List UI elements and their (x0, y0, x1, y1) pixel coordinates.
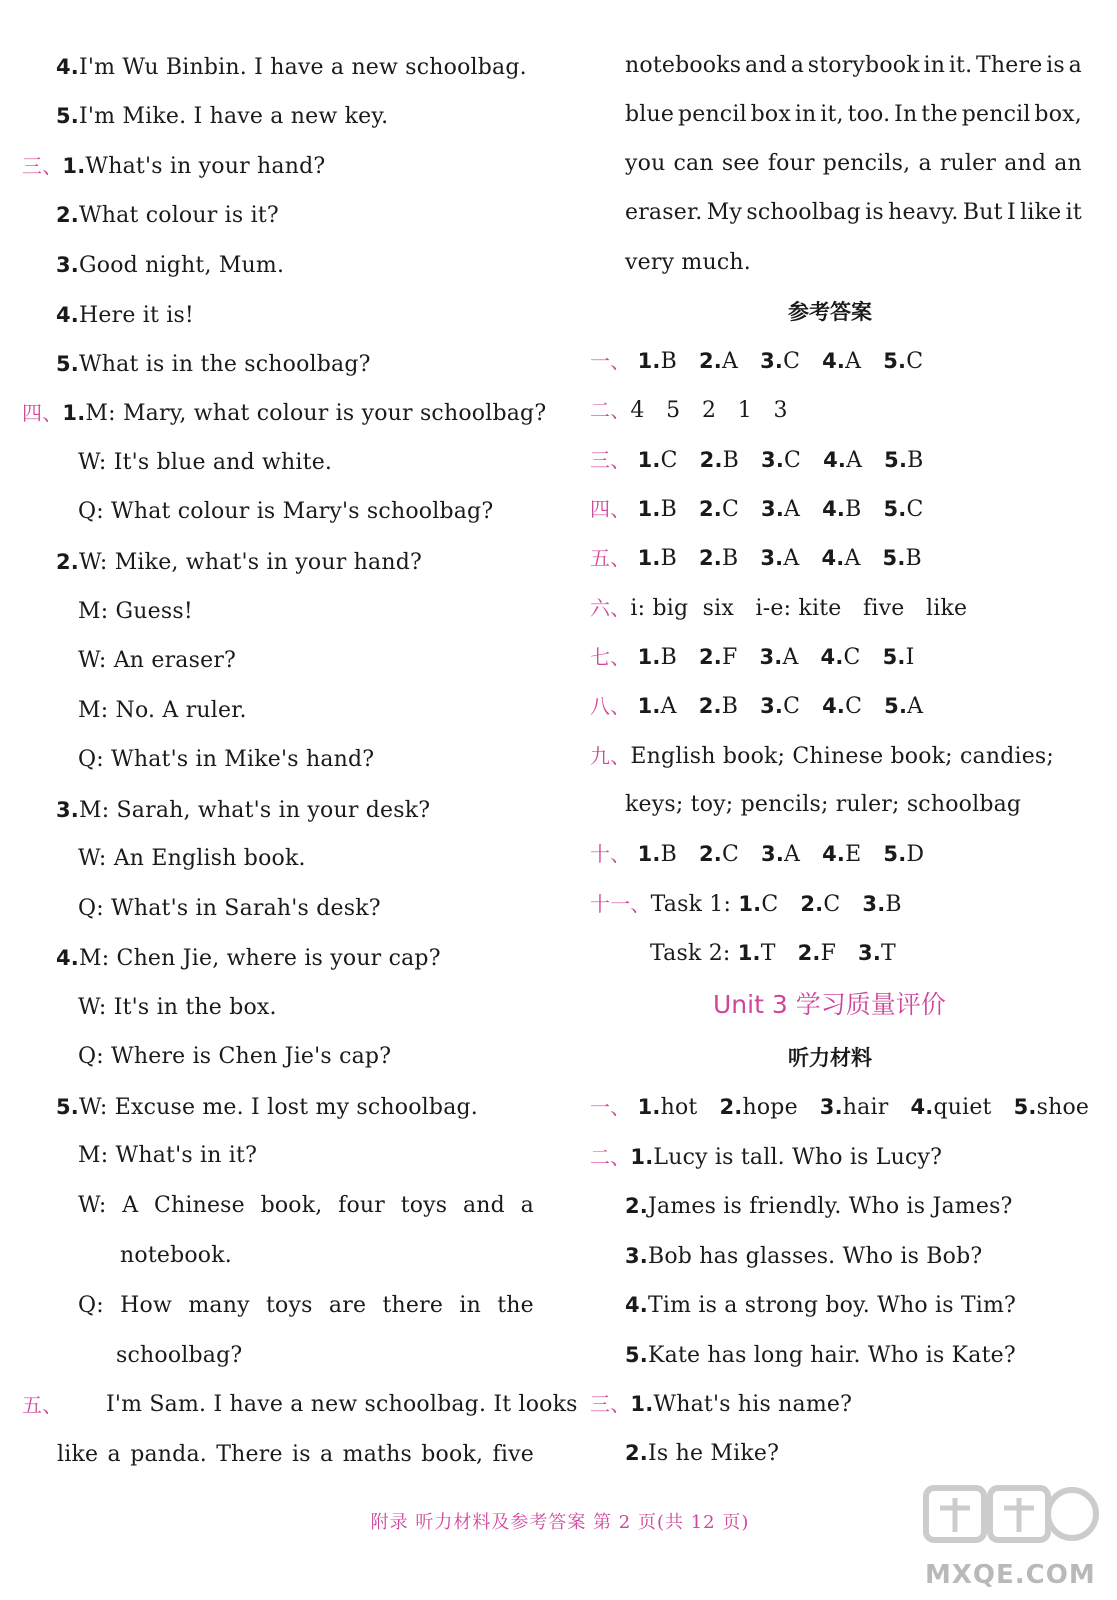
answer-row: 三、 1.C 2.B 3.C 4.A 5.B (590, 448, 924, 473)
listening-line: 2.James is friendly. Who is James? (625, 1194, 1013, 1219)
page-footer: 附录 听力材料及参考答案 第 2 页(共 12 页) (370, 1512, 750, 1533)
answer-row: 四、 1.B 2.C 3.A 4.B 5.C (590, 497, 924, 522)
listening-line: 3.Bob has glasses. Who is Bob? (625, 1244, 983, 1269)
section-5-line: 五、 I'm Sam. I have a new schoolbag. It looks (22, 1392, 578, 1417)
listening-line: 4.I'm Wu Binbin. I have a new schoolbag. (56, 55, 527, 80)
watermark-text: MXQE.COM (925, 1560, 1096, 1590)
unit-title: Unit 3 学习质量评价 (713, 990, 946, 1019)
question-line: Q: Where is Chen Jie's cap? (78, 1044, 392, 1069)
answer-row: 九、English book; Chinese book; candies; (590, 744, 1055, 769)
listening-heading: 听力材料 (788, 1046, 872, 1070)
dialogue-line: W: An eraser? (78, 648, 237, 673)
dialogue-line: notebook. (120, 1243, 232, 1268)
dialogue-line: W: It's blue and white. (78, 450, 333, 475)
answer-row: 六、i: big six i-e: kite five like (590, 596, 968, 621)
section-4-line: 四、1.M: Mary, what colour is your schoolbag? (22, 401, 547, 426)
dialogue-line: 4.M: Chen Jie, where is your cap? (56, 946, 441, 971)
answer-row: 十一、Task 1: 1.C 2.C 3.B (590, 892, 902, 917)
dialogue-line: M: Guess! (78, 599, 193, 624)
answers-heading: 参考答案 (788, 300, 872, 324)
dialogue-line: 5.W: Excuse me. I lost my schoolbag. (56, 1095, 478, 1120)
question-line: schoolbag? (116, 1343, 243, 1368)
listening-line: 2.What colour is it? (56, 203, 279, 228)
dialogue-line: W: A Chinese book, four toys and a (78, 1193, 534, 1218)
answer-row: 一、 1.B 2.A 3.C 4.A 5.C (590, 349, 924, 374)
answer-row: 八、 1.A 2.B 3.C 4.C 5.A (590, 694, 924, 719)
listening-line: 5.I'm Mike. I have a new key. (56, 104, 389, 129)
dialogue-line: M: No. A ruler. (78, 698, 247, 723)
dialogue-line: W: An English book. (78, 846, 306, 871)
answer-row: keys; toy; pencils; ruler; schoolbag (625, 792, 1022, 817)
question-line: Q: What colour is Mary's schoolbag? (78, 499, 494, 524)
passage-line: like a panda. There is a maths book, five (57, 1442, 534, 1467)
passage-line: you can see four pencils, a ruler and an (625, 151, 1082, 176)
listening-line: 5.What is in the schoolbag? (56, 352, 371, 377)
answer-row: 一、 1.hot 2.hope 3.hair 4.quiet 5.shoe (590, 1095, 1090, 1120)
question-line: Q: What's in Sarah's desk? (78, 896, 381, 921)
answer-row: Task 2: 1.T 2.F 3.T (650, 941, 896, 966)
dialogue-line: M: What's in it? (78, 1143, 258, 1168)
passage-line: notebooks and a storybook in it. There is a (625, 53, 1082, 78)
listening-line: 二、1.Lucy is tall. Who is Lucy? (590, 1145, 943, 1170)
passage-line: eraser. My schoolbag is heavy. But I like it (625, 200, 1082, 225)
answer-row: 十、 1.B 2.C 3.A 4.E 5.D (590, 842, 925, 867)
question-line: Q: How many toys are there in the (78, 1293, 534, 1318)
passage-line: very much. (625, 250, 751, 275)
dialogue-line: 2.W: Mike, what's in your hand? (56, 550, 422, 575)
answer-row: 七、 1.B 2.F 3.A 4.C 5.I (590, 645, 915, 670)
answer-row: 二、4 5 2 1 3 (590, 398, 788, 423)
listening-line: 2.Is he Mike? (625, 1441, 780, 1466)
answer-row: 五、 1.B 2.B 3.A 4.A 5.B (590, 546, 922, 571)
listening-line: 4.Tim is a strong boy. Who is Tim? (625, 1293, 1017, 1318)
listening-line: 4.Here it is! (56, 303, 194, 328)
dialogue-line: 3.M: Sarah, what's in your desk? (56, 798, 431, 823)
question-line: Q: What's in Mike's hand? (78, 747, 375, 772)
passage-line: blue pencil box in it, too. In the pencil box, (625, 102, 1082, 127)
listening-line: 3.Good night, Mum. (56, 253, 285, 278)
dialogue-line: W: It's in the box. (78, 995, 277, 1020)
listening-line: 5.Kate has long hair. Who is Kate? (625, 1343, 1016, 1368)
listening-line: 三、1.What's his name? (590, 1392, 853, 1417)
section-3-line: 三、1.What's in your hand? (22, 154, 326, 179)
